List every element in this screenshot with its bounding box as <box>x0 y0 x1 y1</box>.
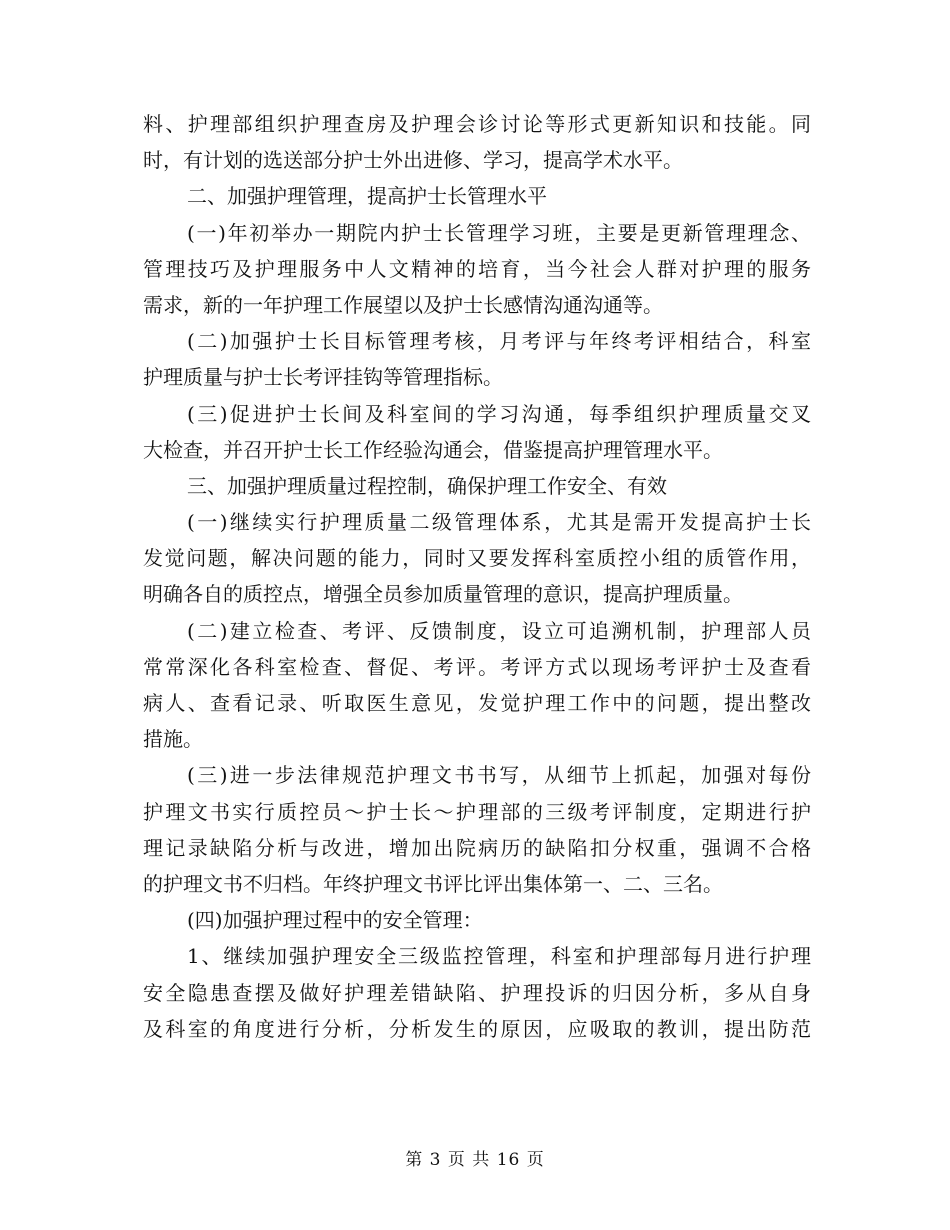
text-line: (三)促进护士长间及科室间的学习沟通，每季组织护理质量交叉 <box>187 401 811 426</box>
text-line: 安全隐患查摆及做好护理差错缺陷、护理投诉的归因分析，多从自身 <box>143 980 811 1005</box>
text-line: 护理文书实行质控员～护士长～护理部的三级考评制度，定期进行护 <box>143 799 811 824</box>
text-line: 护理质量与护士长考评挂钩等管理指标。 <box>143 365 503 390</box>
document-body <box>143 106 811 1047</box>
text-line: 措施。 <box>143 727 203 752</box>
text-line: 明确各自的质控点，增强全员参加质量管理的意识，提高护理质量。 <box>143 582 743 607</box>
text-line: 理记录缺陷分析与改进，增加出院病历的缺陷扣分权重，强调不合格 <box>143 835 811 860</box>
page-number-footer: 第 3 页 共 16 页 <box>405 1150 545 1170</box>
text-line: (一)年初举办一期院内护士长管理学习班，主要是更新管理理念、 <box>187 220 811 245</box>
text-line: 常常深化各科室检查、督促、考评。考评方式以现场考评护士及查看 <box>143 654 811 679</box>
text-line: 的护理文书不归档。年终护理文书评比评出集体第一、二、三名。 <box>143 871 723 896</box>
text-line: 1、继续加强护理安全三级监控管理，科室和护理部每月进行护理 <box>187 944 811 969</box>
text-line: (四)加强护理过程中的安全管理： <box>187 908 483 933</box>
text-line: 管理技巧及护理服务中人文精神的培育，当今社会人群对护理的服务 <box>143 256 811 281</box>
text-line: 时，有计划的选送部分护士外出进修、学习，提高学术水平。 <box>143 148 683 173</box>
text-line: (三)进一步法律规范护理文书书写，从细节上抓起，加强对每份 <box>187 763 811 788</box>
text-line: 需求，新的一年护理工作展望以及护士长感情沟通沟通等。 <box>143 292 663 317</box>
text-line: 二、加强护理管理，提高护士长管理水平 <box>187 184 547 209</box>
text-line: 料、护理部组织护理查房及护理会诊讨论等形式更新知识和技能。同 <box>143 112 811 136</box>
text-line: (一)继续实行护理质量二级管理体系，尤其是需开发提高护士长 <box>187 510 811 535</box>
text-line: 病人、查看记录、听取医生意见，发觉护理工作中的问题，提出整改 <box>143 691 811 715</box>
text-line: 三、加强护理质量过程控制，确保护理工作安全、有效 <box>187 473 667 498</box>
text-line: 大检查，并召开护士长工作经验沟通会，借鉴提高护理管理水平。 <box>143 437 723 462</box>
text-line: (二)建立检查、考评、反馈制度，设立可追溯机制，护理部人员 <box>187 618 811 643</box>
text-line: 及科室的角度进行分析，分析发生的原因，应吸取的教训，提出防范 <box>143 1016 811 1041</box>
text-line: (二)加强护士长目标管理考核，月考评与年终考评相结合，科室 <box>187 329 811 354</box>
text-line: 发觉问题，解决问题的能力，同时又要发挥科室质控小组的质管作用， <box>143 546 811 571</box>
